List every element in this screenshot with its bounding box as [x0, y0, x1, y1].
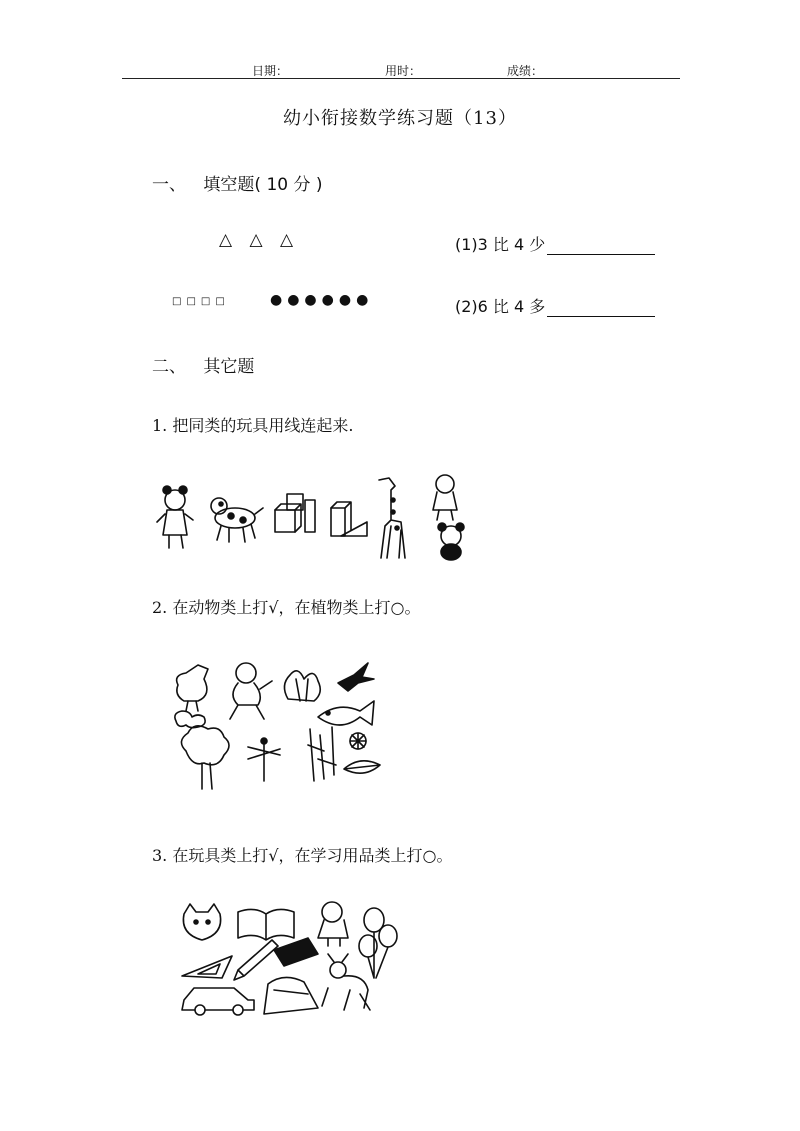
q3-illustrations — [178, 898, 408, 1023]
question-1-text: (1)3 比 4 少 — [455, 235, 546, 254]
section1-number: 一、 — [152, 175, 186, 195]
peanut-icon[interactable] — [175, 711, 205, 728]
rooster-icon[interactable] — [177, 665, 208, 711]
q1-illustrations — [155, 470, 475, 565]
triangles: △ △ △ — [219, 230, 300, 250]
balloons-icon[interactable] — [359, 908, 397, 978]
section2-title: 其它题 — [203, 357, 255, 377]
answer-blank-1[interactable] — [547, 238, 655, 255]
question-2-text: (2)6 比 4 多 — [455, 297, 546, 316]
blocks-icon[interactable] — [275, 494, 315, 532]
squares: □□□□ — [172, 296, 230, 307]
date-label: 日期： — [252, 64, 289, 78]
answer-blank-2[interactable] — [547, 300, 655, 317]
page-title: 幼小衔接数学练习题（13） — [283, 108, 517, 129]
time-label: 用时： — [385, 64, 422, 78]
monkey-icon[interactable] — [230, 663, 272, 719]
section1-heading — [152, 170, 323, 195]
section2-number: 二、 — [152, 357, 186, 377]
child-icon[interactable] — [433, 475, 457, 520]
pencil-icon[interactable] — [234, 940, 278, 980]
dots: ●●●●●● — [270, 292, 374, 308]
giraffe-icon[interactable] — [379, 478, 405, 558]
question-q2: 2. 在动物类上打√，在植物类上打○。 — [152, 598, 421, 617]
cat-icon[interactable] — [183, 904, 220, 940]
swallow-icon[interactable] — [338, 663, 374, 691]
pencil-case-icon[interactable] — [274, 938, 318, 966]
panda-icon[interactable] — [438, 523, 464, 560]
tree-icon[interactable] — [181, 726, 229, 789]
cabbage-icon[interactable] — [284, 671, 320, 701]
doll-icon[interactable] — [157, 486, 193, 548]
question-1 — [455, 232, 655, 255]
score-label: 成绩： — [507, 64, 544, 78]
triangle-ruler-icon[interactable] — [182, 956, 232, 978]
section1-title: 填空题( 10 分 ) — [203, 175, 323, 195]
deer-toy-icon[interactable] — [322, 954, 370, 1010]
spotted-dog-icon[interactable] — [211, 498, 263, 542]
question-2 — [455, 294, 655, 317]
question-q3: 3. 在玩具类上打√，在学习用品类上打○。 — [152, 846, 453, 865]
leaf-icon[interactable] — [344, 761, 380, 773]
schoolbag-icon[interactable] — [264, 977, 318, 1014]
flower-icon[interactable] — [350, 733, 366, 749]
blocks-icon[interactable] — [331, 502, 367, 536]
car-icon[interactable] — [182, 988, 254, 1015]
dragonfly-icon[interactable] — [248, 738, 280, 781]
section2-heading — [152, 352, 254, 377]
bamboo-icon[interactable] — [308, 727, 336, 781]
q2-illustrations — [168, 655, 398, 795]
header-rule — [122, 78, 680, 79]
question-q1: 1. 把同类的玩具用线连起来. — [152, 416, 354, 435]
fish-icon[interactable] — [318, 701, 374, 725]
dog-toy-icon[interactable] — [318, 902, 348, 946]
book-icon[interactable] — [238, 909, 294, 940]
